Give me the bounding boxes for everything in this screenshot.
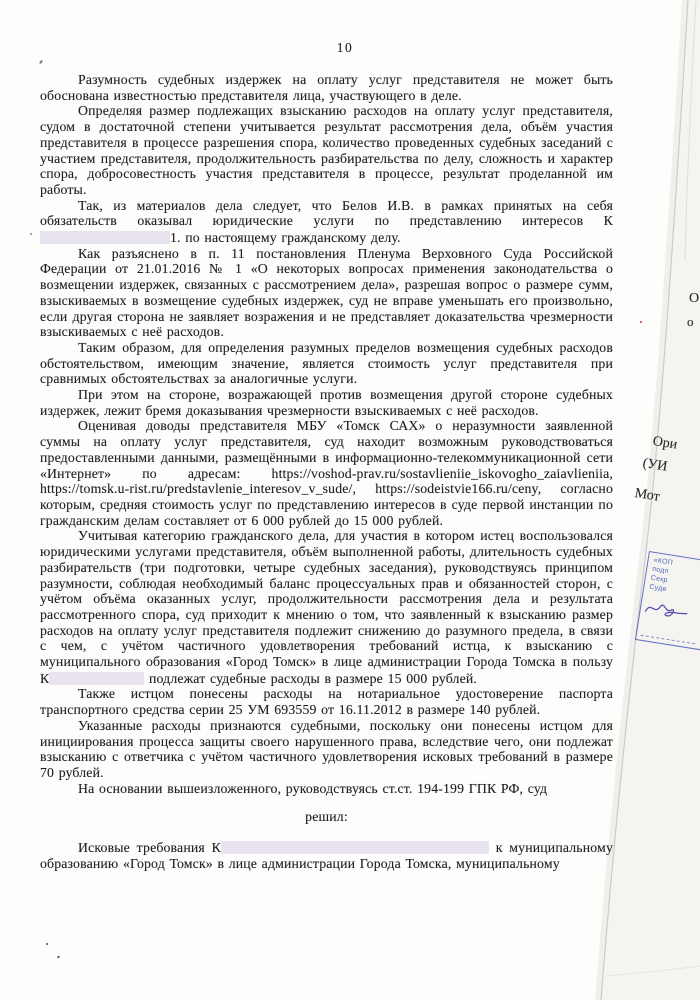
stamp-text: подп bbox=[651, 565, 670, 576]
paragraph: Разумность судебных издержек на оплату услуг представителя не может быть обоснована известностью представителя лица, участвующего в деле. bbox=[40, 72, 613, 103]
paragraph: Таким образом, для определения разумных пределов возмещения судебных расходов обстоятельством, имеющим значение, является стоимость услуг представителя при сравнимых обстоятельствах за аналогичные услуги. bbox=[40, 339, 613, 387]
paragraph: На основании вышеизложенного, руководствуясь ст.ст. 194-199 ГПК РФ, суд bbox=[78, 780, 548, 796]
scan-speck bbox=[30, 233, 32, 235]
ruling-heading: решил: bbox=[305, 809, 348, 825]
side-sheet-fragment: О bbox=[689, 291, 700, 306]
side-sheet-fragment: о bbox=[687, 314, 694, 329]
paragraph: Оценивая доводы представителя МБУ «Томск САХ» о неразумности заявленной суммы на оплату услуг представителя, суд находит возможным руководствоваться предоставленными данными, размещёнными в информационно-телекоммуникационной сети «Интернет» по адресам: https://voshod-prav.ru/sostavlieniie_iskovogho_zaiavlieniia, https://tomsk.u-rist.ru/predstavlenie_interesov_v_sude/, https://sodeistvie166.ru/ceny, согласно которым, средняя стоимость услуг по представлению интересов в суде первой инстанции по гражданским делам составляет от 6 000 рублей до 15 000 рублей. bbox=[40, 418, 613, 528]
paragraph: Исковые требования К к муниципальному образованию «Город Томск» в лице администрации Города Томска, муниципальному bbox=[40, 840, 613, 871]
paragraph: Как разъяснено в п. 11 постановления Пленума Верховного Суда Российской Федерации от 21.01.2016 № 1 «О некоторых вопросах применения законодательства о возмещении издержек, связанных с рассмотрением дела», разрешая вопрос о размере сумм, взыскиваемых в возмещение судебных издержек, суд не вправе уменьшать его произвольно, если другая сторона не заявляет возражения и не представляет доказательства чрезмерности взыскиваемых с неё расходов. bbox=[40, 245, 613, 340]
stamp-text: «КОП bbox=[653, 556, 674, 567]
paragraph: Указанные расходы признаются судебными, поскольку они понесены истцом для инициирования процесса защиты своего нарушенного права, вследствие чего, они подлежат взысканию с ответчика с учётом частичного удовлетворения исковых требований в размере 70 рублей. bbox=[40, 717, 613, 780]
paragraph: Также истцом понесены расходы на нотариальное удостоверение паспорта транспортного средства серии 25 УМ 693559 от 16.11.2012 в размере 140 рублей. bbox=[40, 686, 613, 718]
paragraph: Определяя размер подлежащих взысканию расходов на оплату услуг представителя, судом в достаточной степени учитывается результат рассмотрения дела, объём участия представителя в процессе разрешения спора, количество проведенных судебных заседаний с участием представителя, продолжительность разбирательства по делу, сложность и характер спора, добросовестность участия представителя в процессе, результат проделанной им работы. bbox=[40, 103, 613, 197]
redaction-box bbox=[221, 841, 489, 854]
paragraph: Так, из материалов дела следует, что Белов И.В. в рамках принятых на себя обязательств оказывал юридические услуги по представлению интересов К1. по настоящему гражданскому делу. bbox=[40, 197, 613, 246]
page-number: 10 bbox=[336, 40, 354, 55]
stamp-text: Суде bbox=[648, 583, 668, 594]
signature-scribble-icon bbox=[641, 596, 692, 627]
side-sheet-fragment: Мот bbox=[633, 486, 661, 505]
side-sheet-fragment: (УИ bbox=[641, 456, 669, 475]
scan-speck bbox=[46, 943, 48, 945]
scan-speck bbox=[640, 321, 642, 323]
redaction-box bbox=[40, 231, 170, 244]
redaction-box bbox=[49, 672, 144, 685]
side-sheet-fragment: Ори bbox=[651, 434, 679, 453]
paragraph: При этом на стороне, возражающей против возмещения другой стороне судебных издержек, лежит бремя доказывания чрезмерности взыскиваемых с неё расходов. bbox=[40, 387, 613, 418]
document-body bbox=[40, 72, 613, 871]
stamp-text: Секр bbox=[650, 574, 669, 585]
paragraph: Учитывая категорию гражданского дела, для участия в котором истец воспользовался юридическими услугами представителя, объём выполненной работы, длительность судебных разбирательств (три подготовки, четыре судебных заседания), руководствуясь принципом разумности, соблюдая необходимый баланс процессуальных прав и обязанностей сторон, с учётом объёма оказанных услуг, продолжительности рассмотрения дела и результата рассмотренного спора, суд приходит к мнению о том, что заявленный к взысканию размер расходов на оплату услуг представителя подлежит снижению до разумного предела, в связи с чем, с учётом частичного удовлетворения требований истца, к взысканию с муниципального образования «Город Томск» в лице администрации Города Томска в пользу К подлежат судебные расходы в размере 15 000 рублей. bbox=[40, 528, 613, 686]
